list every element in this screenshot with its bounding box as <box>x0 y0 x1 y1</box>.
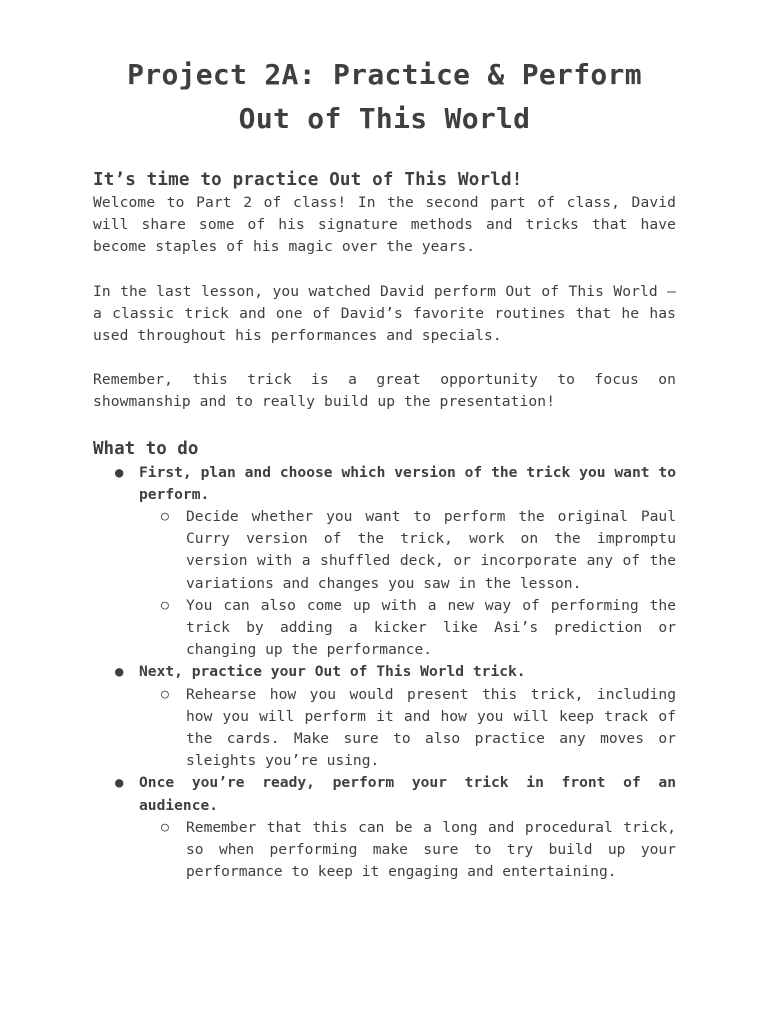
sub-steps-list <box>139 817 676 884</box>
bullet-icon: ● <box>115 775 124 792</box>
sub-step-text: Remember that this can be a long and procedural trick, so when performing make sure to try build up your performance to keep it engaging and entertaining. <box>186 818 676 881</box>
step-item <box>115 772 676 883</box>
section-heading-what-to-do: What to do <box>93 438 199 459</box>
sub-step-text: Decide whether you want to perform the original Paul Curry version of the trick, work on the impromptu version with a shuffled deck, or incorporate any of the variations and changes you saw in the lesson. <box>186 508 676 592</box>
intro-paragraph: Welcome to Part 2 of class! In the second part of class, David will share some of his signature methods and tricks that have become staples of his magic over the years. <box>93 194 676 256</box>
sub-steps-list <box>139 684 676 773</box>
sub-step-item <box>161 817 676 884</box>
sub-step-item <box>161 506 676 595</box>
context-paragraph: In the last lesson, you watched David perform Out of This World — a classic trick and one of David’s favorite routines that he has used throughout his performances and specials. <box>93 282 676 345</box>
page-title <box>93 53 676 141</box>
sub-bullet-icon: ○ <box>161 819 169 835</box>
sub-bullet-icon: ○ <box>161 686 169 702</box>
sub-bullet-icon: ○ <box>161 597 169 613</box>
bullet-icon: ● <box>115 464 124 481</box>
steps-list <box>93 462 676 884</box>
bullet-icon: ● <box>115 664 124 681</box>
page-title-line-2: Out of This World <box>238 102 531 135</box>
sub-step-item <box>161 595 676 662</box>
document-page <box>93 0 676 883</box>
step-label: First, plan and choose which version of the trick you want to perform. <box>139 463 676 503</box>
step-item <box>115 462 676 662</box>
intro-heading: It’s time to practice Out of This World! <box>93 170 523 190</box>
sub-step-text: Rehearse how you would present this trick, including how you will perform it and how you will keep track of the cards. Make sure to also practice any moves or sleights you’re using. <box>186 685 676 770</box>
step-label: Next, practice your Out of This World trick. <box>139 663 526 681</box>
reminder-paragraph: Remember, this trick is a great opportunity to focus on showmanship and to really build up the presentation! <box>93 371 676 411</box>
sub-step-item <box>161 684 676 773</box>
page-title-line-1: Project 2A: Practice & Perform <box>127 58 642 91</box>
sub-bullet-icon: ○ <box>161 509 169 525</box>
step-label: Once you’re ready, perform your trick in front of an audience. <box>139 774 676 814</box>
sub-step-text: You can also come up with a new way of performing the trick by adding a kicker like Asi’s prediction or changing up the performance. <box>186 596 676 659</box>
step-item <box>115 661 676 772</box>
sub-steps-list <box>139 506 676 661</box>
